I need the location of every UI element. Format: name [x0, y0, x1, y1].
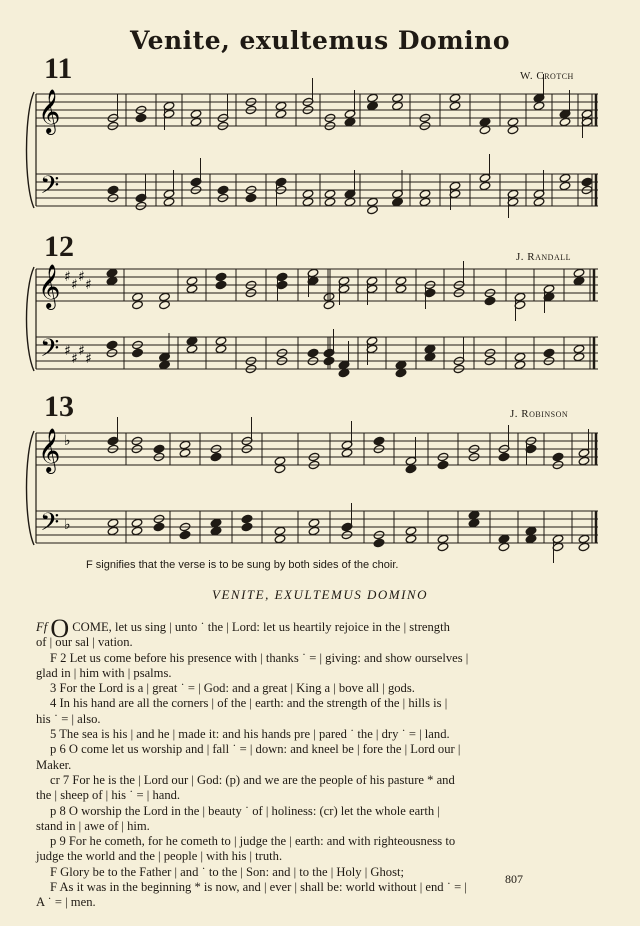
note-head — [341, 448, 353, 458]
note-head — [514, 360, 526, 370]
verse-line: F Glory be to the Father | and ˙ to the | Son: and | to the | Holy | Ghost; — [50, 864, 404, 879]
note-head — [159, 300, 171, 310]
composer: J. Randall — [516, 251, 572, 263]
note-head — [395, 276, 407, 286]
note-head — [107, 526, 119, 536]
note-head — [498, 534, 510, 544]
note-head — [479, 181, 491, 191]
note-head — [573, 268, 585, 278]
verse-line: Maker. — [36, 757, 72, 772]
treble-clef: 𝄞 — [38, 89, 61, 133]
verse-line: stand in | awe of | him. — [36, 818, 150, 833]
note-head — [367, 205, 379, 215]
note-head — [405, 464, 417, 474]
verse-line: A ˙ = | men. — [36, 895, 96, 910]
note-head — [210, 518, 222, 528]
note-head — [274, 526, 286, 536]
note-head — [106, 268, 118, 278]
note-head — [479, 117, 491, 127]
note-head — [186, 276, 198, 286]
note-head — [131, 526, 143, 536]
note-head — [132, 292, 144, 302]
note-head — [392, 101, 404, 111]
note-head — [507, 117, 519, 127]
note-head — [479, 125, 491, 135]
treble-clef: 𝄞 — [38, 428, 61, 472]
dynamic-mark: Ff — [36, 620, 51, 634]
music-system — [30, 425, 602, 555]
note-head — [395, 368, 407, 378]
note-head — [419, 189, 431, 199]
verse-line: cr 7 For he is the | Lord our | God: (p) and we are the people of his pasture * and — [50, 772, 455, 787]
note-head — [405, 526, 417, 536]
note-head — [106, 276, 118, 286]
verse-line: 3 For the Lord is a | great ˙ = | God: and a great | King a | bove all | gods. — [50, 681, 415, 696]
note-head — [367, 197, 379, 207]
verse-line: 4 In his hand are all the corners | of the | earth: and the strength of the | hills is | — [50, 696, 448, 711]
note-head — [308, 526, 320, 536]
note-head — [323, 356, 335, 366]
note-head — [307, 348, 319, 358]
note-head — [210, 526, 222, 536]
key-accidental: ♭ — [64, 433, 71, 449]
note-head — [533, 101, 545, 111]
note-head — [373, 538, 385, 548]
note-head — [324, 197, 336, 207]
note-head — [186, 284, 198, 294]
note-head — [302, 189, 314, 199]
key-accidental: ♯ — [64, 343, 71, 359]
note-head — [159, 360, 171, 370]
verse-line: glad in | him with | psalms. — [36, 665, 172, 680]
note-head — [323, 300, 335, 310]
note-head — [163, 197, 175, 207]
note-head — [215, 344, 227, 354]
note-head — [179, 440, 191, 450]
note-head — [245, 193, 257, 203]
note-head — [106, 340, 118, 350]
note-head — [107, 518, 119, 528]
note-head — [344, 117, 356, 127]
key-accidental: ♯ — [85, 277, 92, 293]
verse-line: F As it was in the beginning * is now, and | ever | shall be: world without | end ˙ = | — [50, 880, 467, 895]
note-head — [132, 300, 144, 310]
note-head — [302, 197, 314, 207]
music-system — [30, 265, 602, 385]
note-head — [210, 452, 222, 462]
note-head — [179, 448, 191, 458]
note-head — [559, 173, 571, 183]
brace — [27, 431, 35, 545]
note-head — [449, 93, 461, 103]
note-head — [153, 522, 165, 532]
bass-clef: 𝄢 — [40, 171, 60, 206]
note-head — [533, 197, 545, 207]
note-head — [578, 534, 590, 544]
footnote: F signifies that the verse is to be sung by both sides of the choir. — [86, 559, 399, 571]
note-head — [392, 197, 404, 207]
note-head — [338, 368, 350, 378]
note-head — [190, 117, 202, 127]
brace — [27, 267, 35, 371]
note-head — [153, 444, 165, 454]
note-head — [559, 117, 571, 127]
note-head — [274, 464, 286, 474]
note-head — [395, 360, 407, 370]
note-head — [498, 542, 510, 552]
key-accidental: ♯ — [64, 269, 71, 285]
brace — [27, 92, 35, 208]
note-head — [308, 518, 320, 528]
note-head — [274, 456, 286, 466]
chant-number: 13 — [44, 390, 74, 423]
note-head — [179, 530, 191, 540]
music-system — [30, 90, 602, 220]
chant-number: 11 — [44, 52, 73, 85]
page-title: Venite, exultemus Domino — [129, 26, 511, 55]
key-accidental: ♯ — [78, 343, 85, 359]
note-head — [215, 280, 227, 290]
verse-list — [36, 614, 600, 911]
note-head — [437, 542, 449, 552]
bass-clef: 𝄢 — [40, 334, 60, 369]
note-head — [159, 292, 171, 302]
note-head — [578, 456, 590, 466]
verse-line: the | sheep of | his ˙ = | hand. — [36, 788, 181, 803]
note-head — [468, 518, 480, 528]
note-head — [131, 518, 143, 528]
note-head — [437, 460, 449, 470]
note-head — [573, 352, 585, 362]
note-head — [424, 344, 436, 354]
note-head — [507, 125, 519, 135]
composer: W. Crotch — [520, 70, 574, 82]
note-head — [186, 344, 198, 354]
note-head — [449, 101, 461, 111]
note-head — [484, 296, 496, 306]
note-head — [543, 348, 555, 358]
verse-line: of | our sal | vation. — [36, 635, 133, 650]
key-accidental: ♯ — [71, 277, 78, 293]
chant-heading: VENITE, EXULTEMUS DOMINO — [212, 587, 428, 602]
note-head — [190, 109, 202, 119]
note-head — [186, 336, 198, 346]
note-head — [395, 284, 407, 294]
verse-line: p 8 O worship the Lord in the | beauty ˙ of | holiness: (cr) let the whole earth | — [50, 803, 440, 818]
note-head — [525, 526, 537, 536]
key-accidental: ♯ — [78, 269, 85, 285]
note-head — [215, 272, 227, 282]
note-head — [581, 177, 593, 187]
note-head — [514, 352, 526, 362]
note-head — [324, 189, 336, 199]
note-head — [424, 352, 436, 362]
key-accidental: ♯ — [85, 351, 92, 367]
note-head — [437, 534, 449, 544]
note-head — [215, 336, 227, 346]
verse-line: judge the world and the | people | with his | truth. — [36, 849, 283, 864]
note-head — [525, 534, 537, 544]
drop-cap: O — [50, 614, 70, 643]
verse-line: F 2 Let us come before his presence with | thanks ˙ = | giving: and show ourselves | — [50, 650, 469, 665]
verse-line: p 9 For he cometh, for he cometh to | judge the | earth: and with righteousness to — [50, 834, 456, 849]
note-head — [241, 514, 253, 524]
note-head — [367, 101, 379, 111]
note-head — [275, 109, 287, 119]
note-head — [419, 197, 431, 207]
note-head — [274, 534, 286, 544]
note-head — [323, 292, 335, 302]
note-head — [559, 181, 571, 191]
note-head — [578, 542, 590, 552]
key-accidental: ♯ — [71, 351, 78, 367]
note-head — [498, 452, 510, 462]
verse-line: his ˙ = | also. — [36, 711, 101, 726]
note-head — [573, 344, 585, 354]
note-head — [373, 436, 385, 446]
treble-clef: 𝄞 — [38, 264, 61, 308]
key-accidental: ♭ — [64, 517, 71, 533]
note-head — [367, 93, 379, 103]
note-head — [344, 197, 356, 207]
verse-line: p 6 O come let us worship and | fall ˙ = | down: and kneel be | fore the | Lord our | — [50, 742, 461, 757]
note-head — [468, 510, 480, 520]
chant-number: 12 — [44, 230, 74, 263]
note-head — [573, 276, 585, 286]
note-head — [552, 452, 564, 462]
note-head — [132, 348, 144, 358]
verse-text: COME, let us sing | unto ˙ the | Lord: let us heartily rejoice in the | strength — [69, 620, 450, 634]
note-head — [107, 185, 119, 195]
note-head — [217, 185, 229, 195]
composer: J. Robinson — [510, 408, 569, 420]
page-number: 807 — [505, 872, 523, 886]
note-head — [405, 534, 417, 544]
verse-line: 5 The sea is his | and he | made it: and his hands pre | pared ˙ the | dry ˙ = | land. — [50, 727, 450, 742]
note-head — [135, 113, 147, 123]
note-head — [241, 522, 253, 532]
note-head — [392, 93, 404, 103]
bass-clef: 𝄢 — [40, 508, 60, 543]
note-head — [275, 101, 287, 111]
